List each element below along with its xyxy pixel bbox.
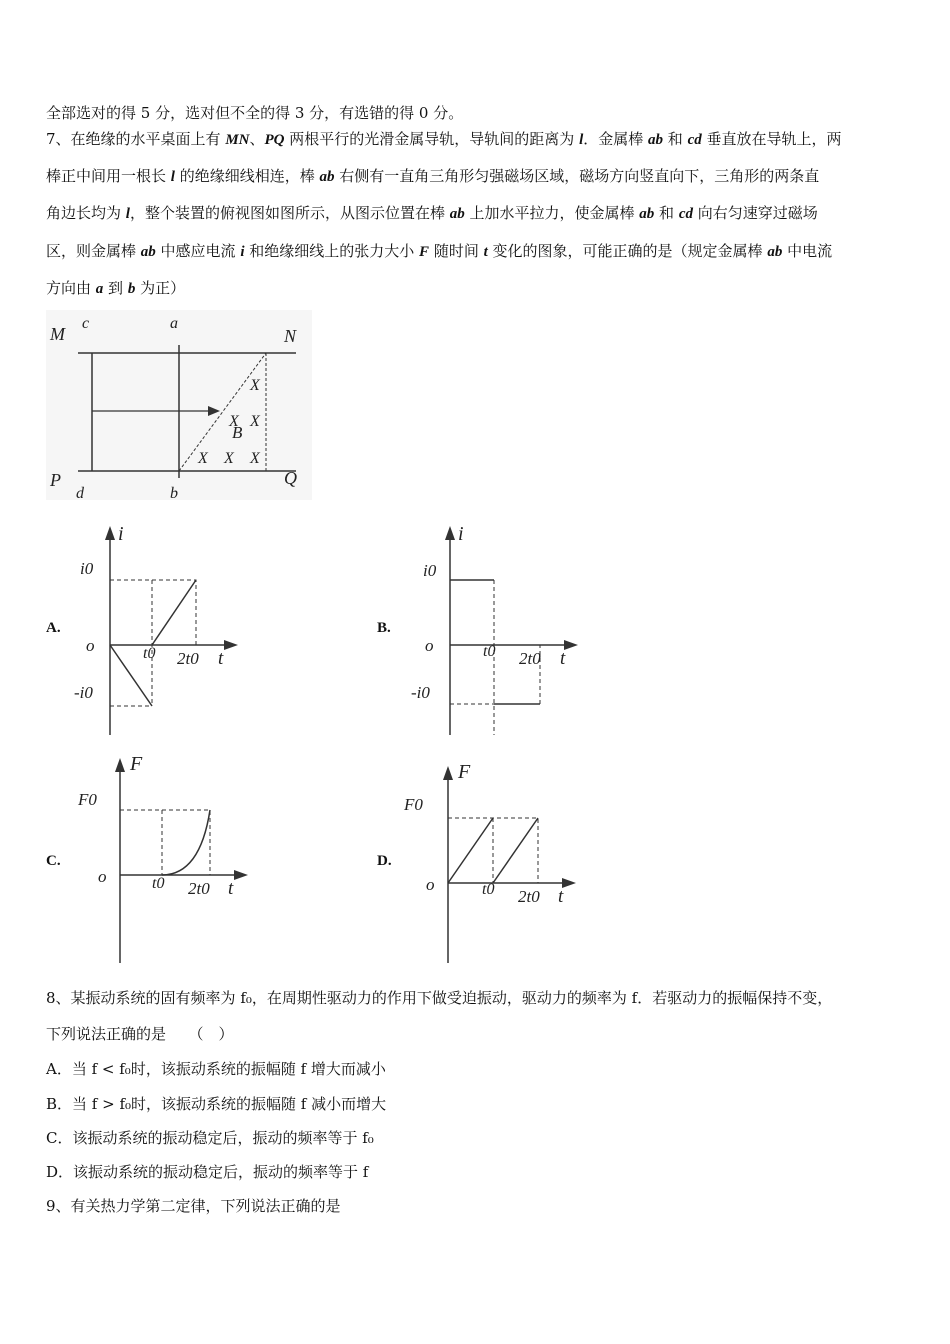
2t0-label: 2t0 [177, 649, 199, 668]
option-C-label: C. [46, 853, 61, 869]
field-mark: X [198, 450, 208, 467]
origin-label: o [425, 636, 434, 655]
current-segment-2 [152, 580, 196, 645]
graph-C [70, 752, 270, 967]
y-axis-arrow [105, 526, 115, 540]
q7-apparatus-figure [44, 308, 314, 503]
x-axis-arrow [564, 640, 578, 650]
label-Q: Q [284, 468, 297, 488]
option-A-label: A. [46, 620, 61, 636]
x-axis-arrow [224, 640, 238, 650]
t0-label: t0 [152, 875, 165, 892]
intro-line: 全部选对的得 5 分，选对但不全的得 3 分，有选错的得 0 分。 [46, 104, 464, 122]
t0-label: t0 [143, 645, 156, 662]
field-mark: X [250, 413, 260, 430]
top-label: F0 [404, 795, 423, 814]
y-axis-arrow [443, 766, 453, 780]
q7-line-2: 棒正中间用一根长 l 的绝缘细线相连，棒 ab 右侧有一直角三角形匀强磁场区域，磁场方向竖直向下，三角形的两条直 [46, 167, 820, 185]
origin-label: o [98, 867, 107, 886]
q7-line-4: 区，则金属棒 ab 中感应电流 i 和绝缘细线上的张力大小 F 随时间 t 变化的图象，可能正确的是（规定金属棒 ab 中电流 [46, 242, 833, 260]
bottom-label: -i0 [411, 683, 430, 702]
bottom-label: -i0 [74, 683, 93, 702]
x-axis-arrow [562, 878, 576, 888]
top-label: F0 [78, 790, 97, 809]
tension-ramp-1 [448, 818, 493, 883]
field-mark: X [224, 450, 234, 467]
q9-line-1: 9、有关热力学第二定律，下列说法正确的是 [46, 1197, 341, 1215]
t0-label: t0 [483, 643, 496, 660]
field-mark: X [250, 377, 260, 394]
t0-label: t0 [482, 881, 495, 898]
x-axis-arrow [234, 870, 248, 880]
tension-curve [162, 810, 210, 875]
x-label: t [558, 886, 564, 907]
2t0-label: 2t0 [188, 879, 210, 898]
origin-label: o [86, 636, 95, 655]
q8-option-B: B．当 f > f₀时，该振动系统的振幅随 f 减小而增大 [46, 1095, 387, 1113]
x-label: t [560, 648, 566, 669]
q8-option-A: A．当 f < f₀时，该振动系统的振幅随 f 增大而减小 [46, 1060, 386, 1078]
x-label: t [218, 648, 224, 669]
q8-line-2: 下列说法正确的是 （ ） [46, 1025, 234, 1043]
q7-line-1: 7、在绝缘的水平桌面上有 MN、PQ 两根平行的光滑金属导轨，导轨间的距离为 l．金属棒 ab 和 cd 垂直放在导轨上，两 [46, 130, 842, 148]
q8-option-D: D．该振动系统的振动稳定后，振动的频率等于 f [46, 1163, 369, 1181]
option-D-label: D. [377, 853, 392, 869]
label-M: M [50, 324, 65, 344]
label-d: d [76, 485, 84, 502]
q7-line-5: 方向由 a 到 b 为正） [46, 279, 186, 297]
label-b: b [170, 485, 178, 502]
x-label: t [228, 878, 234, 899]
field-mark: X [229, 413, 239, 430]
y-axis-arrow [115, 758, 125, 772]
origin-label: o [426, 875, 435, 894]
label-a: a [170, 315, 178, 332]
label-B: B [232, 423, 243, 442]
y-label: i [458, 523, 464, 545]
graph-A [70, 520, 270, 740]
2t0-label: 2t0 [519, 649, 541, 668]
y-axis-arrow [445, 526, 455, 540]
top-label: i0 [423, 561, 437, 580]
q7-line-3: 角边长均为 l，整个装置的俯视图如图所示，从图示位置在棒 ab 上加水平拉力，使金属棒 ab 和 cd 向右匀速穿过磁场 [46, 204, 818, 222]
y-label: i [118, 523, 124, 545]
q8-option-C: C．该振动系统的振动稳定后，振动的频率等于 f₀ [46, 1129, 374, 1147]
field-mark: X [250, 450, 260, 467]
y-label: F [458, 761, 471, 783]
y-label: F [130, 753, 143, 775]
graph-D [398, 760, 598, 970]
tension-ramp-2 [493, 818, 538, 883]
guide-top [110, 580, 196, 645]
option-B-label: B. [377, 620, 391, 636]
top-label: i0 [80, 559, 94, 578]
label-P: P [50, 470, 61, 490]
label-c: c [82, 315, 90, 332]
2t0-label: 2t0 [518, 887, 540, 906]
q8-line-1: 8、某振动系统的固有频率为 f₀，在周期性驱动力的作用下做受迫振动，驱动力的频率为 f．若驱动力的振幅保持不变， [46, 989, 833, 1007]
guide-top [120, 810, 210, 875]
label-N: N [284, 326, 297, 346]
graph-B [405, 520, 605, 740]
